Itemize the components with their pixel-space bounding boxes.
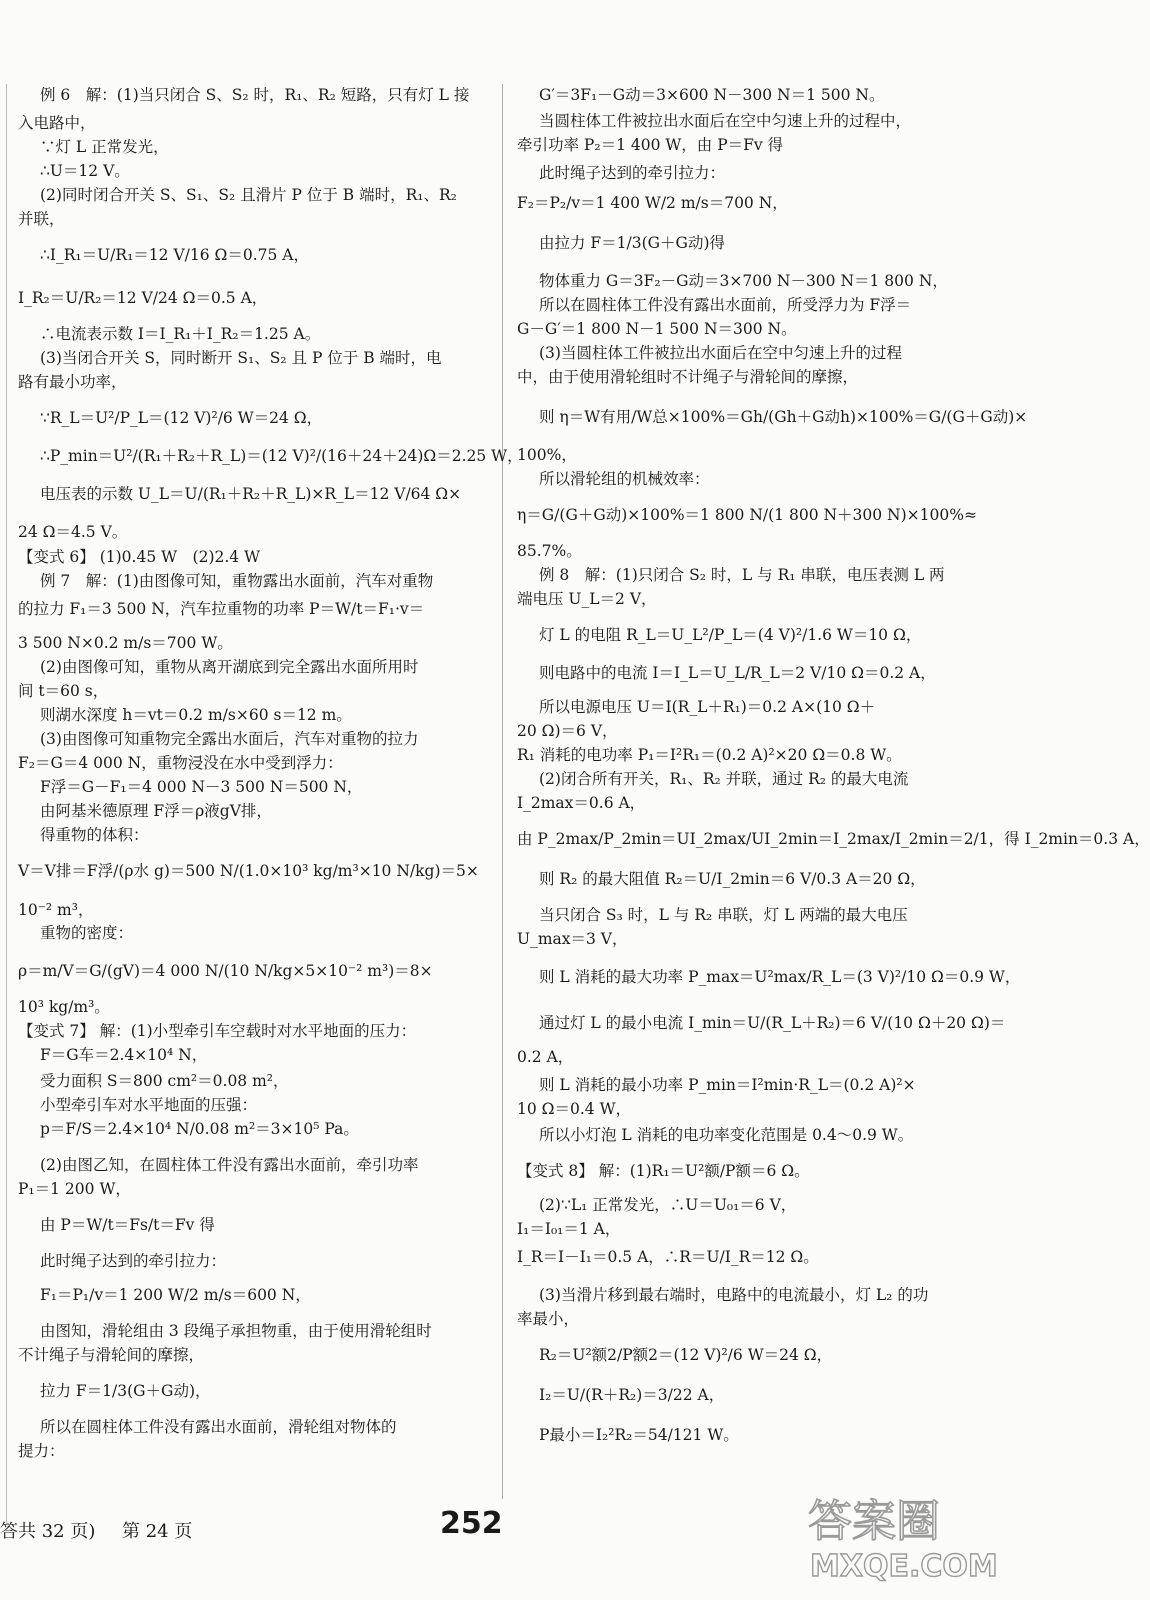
text-line: 所以在圆柱体工件没有露出水面前，所受浮力为 F浮＝ [539,296,912,314]
text-line: 所以滑轮组的机械效率： [539,470,710,488]
text-line: (3)当滑片移到最右端时，电路中的电流最小，灯 L₂ 的功 [539,1286,929,1304]
text-line: 3 500 N×0.2 m/s＝700 W。 [18,634,233,652]
text-line: V＝V排＝F浮/(ρ水 g)＝500 N/(1.0×10³ kg/m³×10 N/kg)＝5× [18,862,479,880]
footer-total-pages: 答共 32 页) [0,1521,96,1542]
text-line: 此时绳子达到的牵引拉力： [539,164,726,182]
text-line: 小型牵引车对水平地面的压强： [40,1096,258,1114]
watermark-top-text: 答案圈 [808,1496,940,1547]
text-line: I₁＝I₀₁＝1 A， [517,1220,621,1238]
text-line: 【变式 6】 (1)0.45 W (2)2.4 W [18,548,261,566]
text-line: 的拉力 F₁＝3 500 N，汽车拉重物的功率 P＝W/t＝F₁·v＝ [18,600,425,618]
column-divider [502,84,503,1499]
text-line: 率最小， [517,1310,580,1328]
text-line: 则 R₂ 的最大阻值 R₂＝U/I_2min＝6 V/0.3 A＝20 Ω， [539,870,926,888]
text-line: (3)当圆柱体工件被拉出水面后在空中匀速上升的过程 [539,344,902,362]
text-line: 提力： [18,1442,65,1460]
text-line: (3)当闭合开关 S，同时断开 S₁、S₂ 且 P 位于 B 端时，电 [40,349,442,367]
text-line: 【变式 7】 解：(1)小型牵引车空载时对水平地面的压力： [18,1022,417,1040]
text-line: ∴P_min＝U²/(R₁＋R₂＋R_L)＝(12 V)²/(16＋24＋24)Ω＝2.25 W， [40,447,523,465]
text-line: 重物的密度： [40,924,134,942]
text-line: 则 η＝W有用/W总×100%＝Gh/(Gh＋G动h)×100%＝G/(G＋G动)× [539,408,1028,426]
text-line: 牵引功率 P₂＝1 400 W，由 P＝Fv 得 [517,136,784,154]
text-line: ∵R_L＝U²/P_L＝(12 V)²/6 W＝24 Ω， [40,409,323,427]
text-line: 拉力 F＝1/3(G＋G动)， [40,1382,211,1400]
watermark-bottom-text: MXQE.COM [810,1549,998,1584]
text-line: 受力面积 S＝800 cm²＝0.08 m²， [40,1072,289,1090]
text-line: F₂＝G＝4 000 N，重物浸没在水中受到浮力： [18,754,343,772]
text-line: G′＝3F₁－G动＝3×600 N－300 N＝1 500 N。 [539,86,885,104]
text-line: 间 t＝60 s， [18,682,109,700]
text-line: 不计绳子与滑轮间的摩擦， [18,1346,205,1364]
text-line: 24 Ω＝4.5 V。 [18,523,128,541]
text-line: F浮＝G－F₁＝4 000 N－3 500 N＝500 N， [40,778,363,796]
text-line: 入电路中， [18,114,96,132]
text-line: 由阿基米德原理 F浮＝ρ液gV排， [40,802,272,820]
text-line: 路有最小功率， [18,373,127,391]
text-line: P最小＝I₂²R₂＝54/121 W。 [539,1426,739,1444]
text-line: 例 6 解：(1)当只闭合 S、S₂ 时，R₁、R₂ 短路，只有灯 L 接 [40,86,470,104]
text-line: 例 8 解：(1)只闭合 S₂ 时，L 与 R₁ 串联，电压表测 L 两 [539,566,945,584]
text-line: (2)同时闭合开关 S、S₁、S₂ 且滑片 P 位于 B 端时，R₁、R₂ [40,186,457,204]
text-line: 则 L 消耗的最小功率 P_min＝I²min·R_L＝(0.2 A)²× [539,1076,916,1094]
text-line: ∴U＝12 V。 [40,162,130,180]
text-line: 例 7 解：(1)由图像可知，重物露出水面前，汽车对重物 [40,572,434,590]
text-line: G－G′＝1 800 N－1 500 N＝300 N。 [517,320,797,338]
text-line: (2)由图像可知，重物从离开湖底到完全露出水面所用时 [40,658,419,676]
text-line: 由 P＝W/t＝Fs/t＝Fv 得 [40,1216,215,1234]
text-line: I_R＝I－I₁＝0.5 A，∴R＝U/I_R＝12 Ω。 [517,1248,819,1266]
text-line: 20 Ω)＝6 V， [517,722,618,740]
text-line: (2)闭合所有开关，R₁、R₂ 并联，通过 R₂ 的最大电流 [539,770,909,788]
text-line: 灯 L 的电阻 R_L＝U_L²/P_L＝(4 V)²/1.6 W＝10 Ω， [539,626,922,644]
text-line: η＝G/(G＋G动)×100%＝1 800 N/(1 800 N＋300 N)×100%≈ [517,506,977,524]
text-line: 所以在圆柱体工件没有露出水面前，滑轮组对物体的 [40,1418,397,1436]
text-line: ∵灯 L 正常发光， [40,138,169,156]
text-line: (2)∵L₁ 正常发光，∴U＝U₀₁＝6 V， [539,1196,797,1214]
text-line: 中，由于使用滑轮组时不计绳子与滑轮间的摩擦， [517,368,859,386]
text-line: 当圆柱体工件被拉出水面后在空中匀速上升的过程中， [539,112,912,130]
text-line: P₁＝1 200 W， [18,1180,131,1198]
text-line: 由图知，滑轮组由 3 段绳子承担物重，由于使用滑轮组时 [40,1322,432,1340]
text-line: 当只闭合 S₃ 时，L 与 R₂ 串联，灯 L 两端的最大电压 [539,906,908,924]
text-line: I₂＝U/(R＋R₂)＝3/22 A， [539,1386,725,1404]
text-line: R₂＝U²额2/P额2＝(12 V)²/6 W＝24 Ω， [539,1346,833,1364]
text-line: ∴I_R₁＝U/R₁＝12 V/16 Ω＝0.75 A， [40,246,309,264]
text-line: R₁ 消耗的电功率 P₁＝I²R₁＝(0.2 A)²×20 Ω＝0.8 W。 [517,746,902,764]
text-line: 10³ kg/m³。 [18,998,110,1016]
text-line: 则湖水深度 h＝vt＝0.2 m/s×60 s＝12 m。 [40,706,352,724]
text-line: 端电压 U_L＝2 V， [517,590,657,608]
text-line: I_2max＝0.6 A， [517,794,646,812]
text-line: ρ＝m/V＝G/(gV)＝4 000 N/(10 N/kg×5×10⁻² m³)＝8× [18,962,433,980]
footer-page-number: 252 [440,1506,503,1541]
text-line: 通过灯 L 的最小电流 I_min＝U/(R_L＋R₂)＝6 V/(10 Ω＋20 Ω)＝ [539,1014,1006,1032]
text-line: F＝G车＝2.4×10⁴ N， [40,1046,208,1064]
text-line: 所以小灯泡 L 消耗的电功率变化范围是 0.4～0.9 W。 [539,1126,914,1144]
text-line: 85.7%。 [517,542,582,560]
text-line: (2)由图乙知，在圆柱体工件没有露出水面前，牵引功率 [40,1156,419,1174]
text-line: 得重物的体积： [40,826,149,844]
text-line: ∴电流表示数 I＝I_R₁＋I_R₂＝1.25 A。 [40,325,321,343]
text-line: 0.2 A， [517,1048,574,1066]
text-line: 电压表的示数 U_L＝U/(R₁＋R₂＋R_L)×R_L＝12 V/64 Ω× [40,485,462,503]
text-line: 由 P_2max/P_2min＝UI_2max/UI_2min＝I_2max/I_2min＝2/1，得 I_2min＝0.3 A， [517,830,1150,848]
text-line: 则 L 消耗的最大功率 P_max＝U²max/R_L＝(3 V)²/10 Ω＝0.9 W， [539,968,1021,986]
text-line: 由拉力 F＝1/3(G＋G动)得 [539,234,725,252]
text-line: 所以电源电压 U＝I(R_L＋R₁)＝0.2 A×(10 Ω＋ [539,698,876,716]
text-line: 100%， [517,446,577,464]
text-line: F₂＝P₂/v＝1 400 W/2 m/s＝700 N， [517,194,788,212]
watermark-logo [800,1478,998,1588]
text-line: 此时绳子达到的牵引拉力： [40,1252,227,1270]
page-edge-line [6,84,7,1524]
text-line: I_R₂＝U/R₂＝12 V/24 Ω＝0.5 A， [18,289,268,307]
text-line: 【变式 8】 解：(1)R₁＝U²额/P额＝6 Ω。 [517,1162,810,1180]
text-line: p＝F/S＝2.4×10⁴ N/0.08 m²＝3×10⁵ Pa。 [40,1120,359,1138]
text-line: 10⁻² m³， [18,901,94,919]
text-line: 物体重力 G＝3F₂－G动＝3×700 N－300 N＝1 800 N， [539,272,948,290]
text-line: 则电路中的电流 I＝I_L＝U_L/R_L＝2 V/10 Ω＝0.2 A， [539,664,936,682]
text-line: 10 Ω＝0.4 W， [517,1100,632,1118]
text-line: 并联， [18,210,65,228]
footer-page-label: 第 24 页 [122,1521,193,1542]
text-line: (3)由图像可知重物完全露出水面后，汽车对重物的拉力 [40,730,419,748]
text-line: F₁＝P₁/v＝1 200 W/2 m/s＝600 N， [40,1286,311,1304]
text-line: U_max＝3 V， [517,930,628,948]
